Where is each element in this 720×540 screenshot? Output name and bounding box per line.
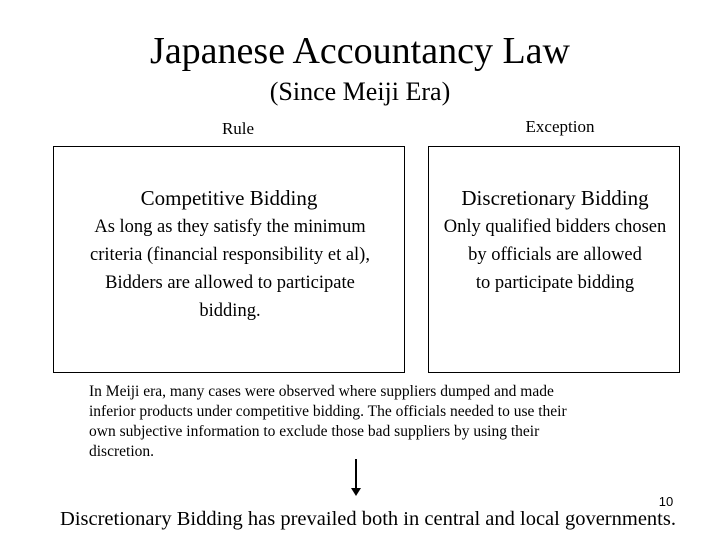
conclusion-text: Discretionary Bidding has prevailed both in central and local governments. [60,508,676,530]
slide-subtitle: (Since Meiji Era) [269,77,451,106]
slide-title: Japanese Accountancy Law [150,30,570,72]
down-arrow-icon [351,488,361,496]
competitive-bidding-heading: Competitive Bidding [140,186,318,210]
discretionary-bidding-description: Only qualified bidders chosen by officials are allowed to participate bidding [443,217,667,293]
exception-label: Exception [525,117,595,136]
meiji-era-note: In Meiji era, many cases were observed where suppliers dumped and made inferior products under competitive bidding. The officials needed to use their own subjective information to exclude those bad suppliers by using their discretion. [89,383,567,460]
slide-number: 10 [658,494,674,509]
down-arrow-shaft [355,459,357,490]
rule-label: Rule [221,119,255,138]
competitive-bidding-description: As long as they satisfy the minimum criteria (financial responsibility et al), Bidders are allowed to participate bidding. [90,217,370,321]
discretionary-bidding-heading: Discretionary Bidding [461,186,649,210]
